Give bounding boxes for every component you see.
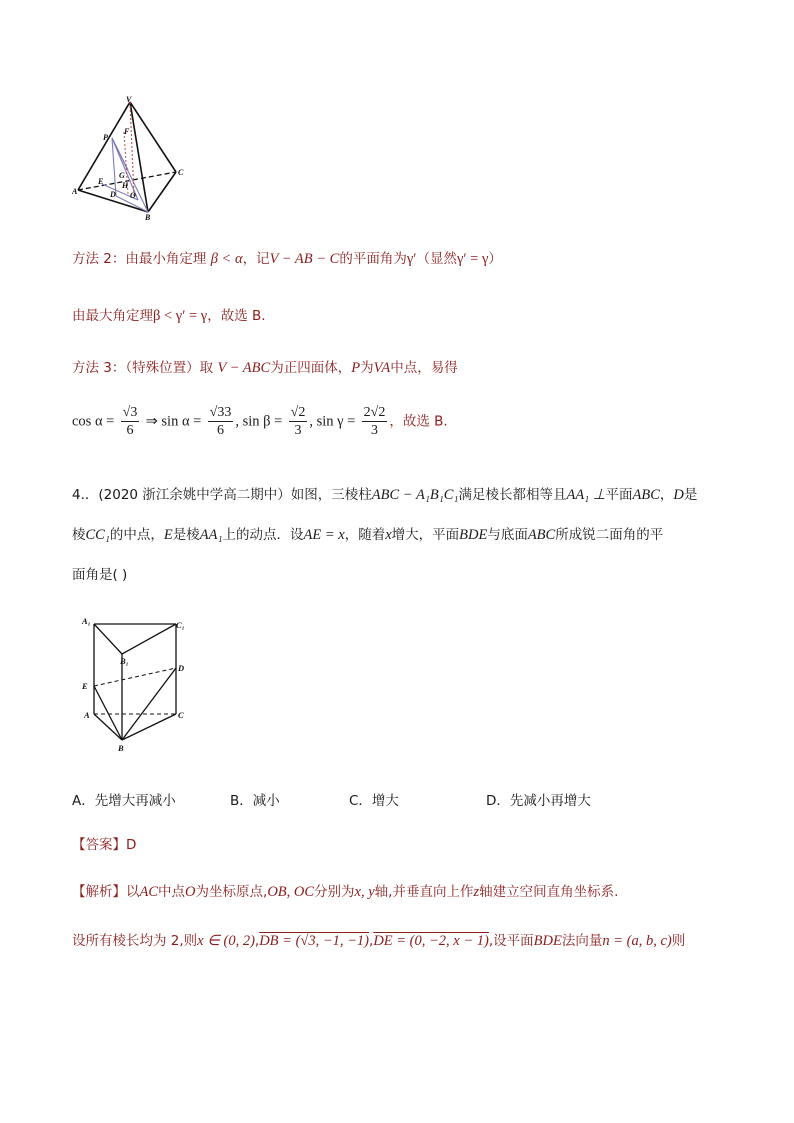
trig-formula-line: cos α = $\frac{√3}{6}$ ⇒ sin α = $\frac{√33}{6}$ , sin β = $\frac{√2}{3}$ , sin γ = $\frac{2√2}{3}$ ，故选 B. [72, 405, 448, 438]
method2-line: 方法 2：由最小角定理 β < α，记V − AB − C的平面角为γ′（显然γ′ = γ） [72, 251, 502, 267]
label-c1: C₁ [176, 620, 185, 630]
edge-vc [130, 102, 176, 172]
edge-a1b1 [94, 624, 122, 654]
edge-b1c1 [122, 624, 176, 654]
label-a: A [72, 187, 78, 196]
answer-tag: 【答案】 [72, 837, 126, 853]
label-a: A [84, 710, 90, 720]
edge-ab [94, 714, 122, 740]
label-f: F [124, 127, 130, 136]
label-o: O [130, 191, 136, 200]
segment-db [122, 668, 176, 740]
fraction-sin-gamma: $\frac{2√2}{3}$ [363, 405, 386, 438]
fraction-cos: $\frac{√3}{6}$ [122, 405, 138, 438]
label-h: H [122, 181, 129, 190]
question4-line1: 4.．(2020 浙江余姚中学高二期中）如图，三棱柱ABC − A₁B₁C₁满足棱长都相等且AA₁ ⊥平面ABC，D是 [72, 487, 698, 503]
label-v: V [126, 96, 132, 104]
tetrahedron-figure [72, 96, 192, 220]
prism-figure [78, 614, 192, 752]
option-d: D．先减小再增大 [486, 793, 591, 809]
label-c: C [178, 710, 184, 720]
fraction-sin-beta: $\frac{√2}{3}$ [290, 405, 306, 438]
question4-line2: 棱CC₁的中点，E是棱AA₁上的动点．设AE = x，随着x增大，平面BDE与底面ABC所成锐二面角的平 [72, 527, 664, 543]
edge-bc [122, 714, 176, 740]
edge-bc [148, 172, 176, 212]
segment-ed-hidden [94, 668, 176, 686]
label-p: P [103, 133, 108, 142]
max-angle-line: 由最大角定理β < γ′ = γ，故选 B. [72, 308, 266, 324]
fraction-sin-alpha: $\frac{√33}{6}$ [209, 405, 232, 438]
method3-line: 方法 3：（特殊位置）取 V − ABC为正四面体，P为VA中点，易得 [72, 360, 458, 376]
option-c: C．增大 [349, 793, 399, 809]
segment-eb [94, 686, 122, 740]
option-a: A．先增大再减小 [72, 793, 176, 809]
label-e: E [98, 177, 104, 186]
label-c: C [178, 168, 184, 177]
setup-line: 设所有棱长均为 2,则x ∈ (0, 2),DB = (√3, −1, −1),DE = (0, −2, x − 1),设平面BDE法向量n = (a, b, c)则 [72, 933, 686, 949]
label-b1: B₁ [120, 656, 129, 666]
label-a1: A₁ [82, 616, 91, 626]
analysis-tag: 【解析】 [72, 884, 126, 900]
answer-value: D [126, 837, 137, 853]
label-g: G [119, 171, 125, 180]
answer-line [72, 833, 136, 853]
label-b: B [145, 213, 151, 220]
analysis-line: 【解析】以AC中点O为坐标原点,OB, OC分别为x, y轴,并垂直向上作z轴建立空间直角坐标系. [72, 884, 619, 900]
option-b: B．减小 [230, 793, 280, 809]
label-e: E [82, 681, 88, 691]
label-b: B [118, 743, 124, 752]
label-d: D [110, 190, 116, 199]
label-d: D [178, 663, 185, 673]
question4-line3: 面角是( ) [72, 567, 128, 583]
